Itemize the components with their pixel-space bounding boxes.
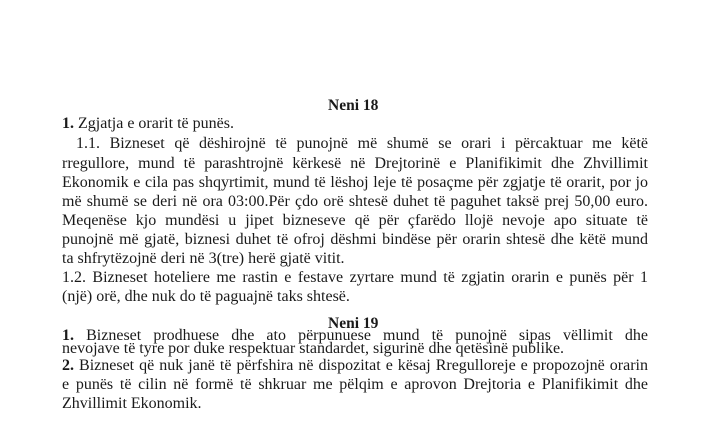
- article-19-heading: Neni 19: [328, 315, 379, 332]
- article-19-item-2-line-2: e punës të cilin në formë të shkruar me pëlqim e aprovon Drejtoria e Planifikimit dhe: [62, 376, 648, 393]
- paragraph-1-2-line-2: (një) orë, dhe nuk do të paguajnë taks shtesë.: [62, 288, 350, 305]
- paragraph-1-1-line-5: Meqenëse kjo mundësi u jipet bizneseve që për çfarëdo llojë nevoje apo situate të: [62, 212, 648, 229]
- article-19-item-2-line-1: [62, 357, 648, 375]
- paragraph-1-1-line-7: ta shfrytëzojnë deri në 3(tre) herë gjatë vitit.: [62, 250, 345, 267]
- paragraph-1-2-line-1: 1.2. Bizneset hoteliere me rastin e festave zyrtare mund të zgjatin orarin e punës për 1: [62, 269, 648, 286]
- article-18-heading: Neni 18: [328, 97, 379, 114]
- item-number: 1.: [62, 115, 74, 132]
- paragraph-1-1-line-6: punojnë më gjatë, biznesi duhet të ofroj dëshmi bindëse për orarin shtesë dhe këtë mund: [62, 231, 648, 248]
- item-title: Zgjatja e orarit të punës.: [78, 115, 234, 132]
- article-19-item-2-line-3: Zhvillimit Ekonomik.: [62, 395, 202, 412]
- paragraph-1-1-line-1: 1.1. Bizneset që dëshirojnë të punojnë më shumë se orari i përcaktuar me këtë: [76, 135, 648, 152]
- item-number: 1.: [62, 327, 74, 344]
- article-19-item-1-line-2: nevojave të tyre por duke respektuar standardet, sigurinë dhe qetësinë publike.: [62, 340, 565, 357]
- paragraph-1-1-line-3: Ekonomik e cila pas shqyrtimit, mund të lëshoj leje të posaçme për zgjatje të orarit, por jo: [62, 174, 648, 191]
- item-number: 2.: [62, 357, 74, 374]
- item-text: Bizneset prodhuese dhe ato përpunuese mund të punojnë sipas vëllimit dhe: [86, 327, 649, 344]
- paragraph-1-1-line-2: rregullore, mund të parashtrojnë kërkesë në Drejtorinë e Planifikimit dhe Zhvillimit: [62, 155, 648, 172]
- paragraph-1-1-line-4: më shumë se deri në ora 03:00.Për çdo orë shtesë duhet të paguhet taksë prej 50,00 euro.: [62, 193, 648, 210]
- item-text: Bizneset që nuk janë të përfshira në dispozitat e kësaj Rregulloreje e propozojnë orarin: [79, 357, 648, 374]
- article-18-item-1: [62, 115, 234, 133]
